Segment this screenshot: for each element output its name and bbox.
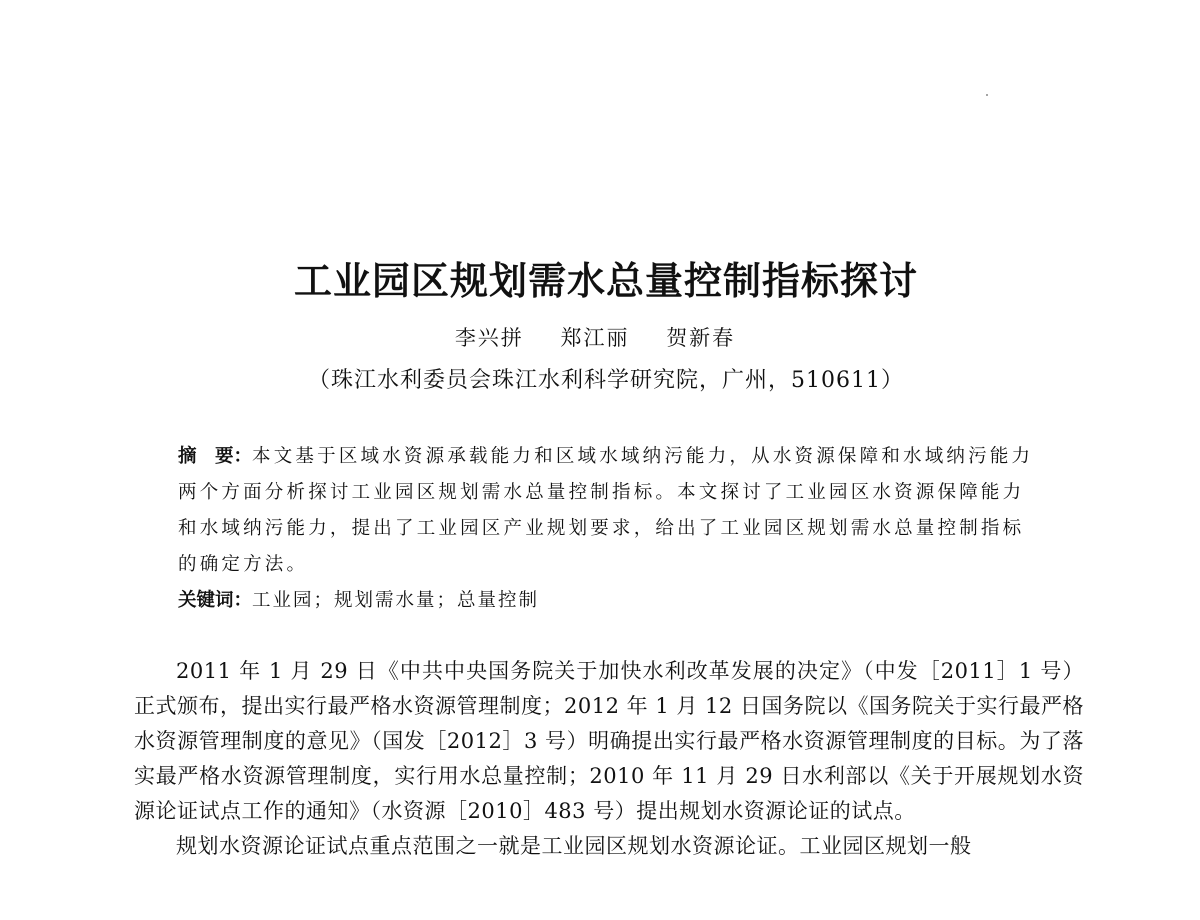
- author-name: 郑江丽: [560, 326, 630, 350]
- affiliation: （珠江水利委员会珠江水利科学研究院，广州，510611）: [308, 368, 904, 393]
- author-name: 李兴拼: [454, 326, 524, 350]
- keywords: [178, 583, 1038, 619]
- keywords-text: 工业园；规划需水量；总量控制: [252, 590, 540, 611]
- abstract-label: 摘 要：: [178, 446, 253, 467]
- paper-title: 工业园区规划需水总量控制指标探讨: [293, 259, 918, 303]
- abstract: [178, 439, 1038, 583]
- paragraph: 规划水资源论证试点重点范围之一就是工业园区规划水资源论证。工业园区规划一般: [176, 834, 972, 858]
- abstract-block: [178, 439, 1038, 619]
- author-name: 贺新春: [666, 326, 736, 350]
- keywords-label: 关键词：: [178, 590, 253, 611]
- body-text: [134, 654, 1084, 864]
- author-list: [0, 322, 1190, 352]
- abstract-text: 本文基于区域水资源承载能力和区域水域纳污能力，从水资源保障和水域纳污能力两个方面分析探讨工业园区规划需水总量控制指标。本文探讨了工业园区水资源保障能力和水域纳污能力，提出了工业园区产业规划要求，给出了工业园区规划需水总量控制指标的确定方法。: [178, 446, 1034, 575]
- paragraph: 2011 年 1 月 29 日《中共中央国务院关于加快水利改革发展的决定》（中发［2011］1 号）正式颁布，提出实行最严格水资源管理制度；2012 年 1 月 12 日国务院以《国务院关于实行最严格水资源管理制度的意见》（国发［2012］3 号）明确提出实行最严格水资源管理制度的目标。为了落实最严格水资源管理制度，实行用水总量控制；2010 年 11 月 29 日水利部以《关于开展规划水资源论证试点工作的通知》（水资源［2010］483 号）提出规划水资源论证的试点。: [134, 659, 1084, 823]
- scan-speck: [986, 94, 988, 96]
